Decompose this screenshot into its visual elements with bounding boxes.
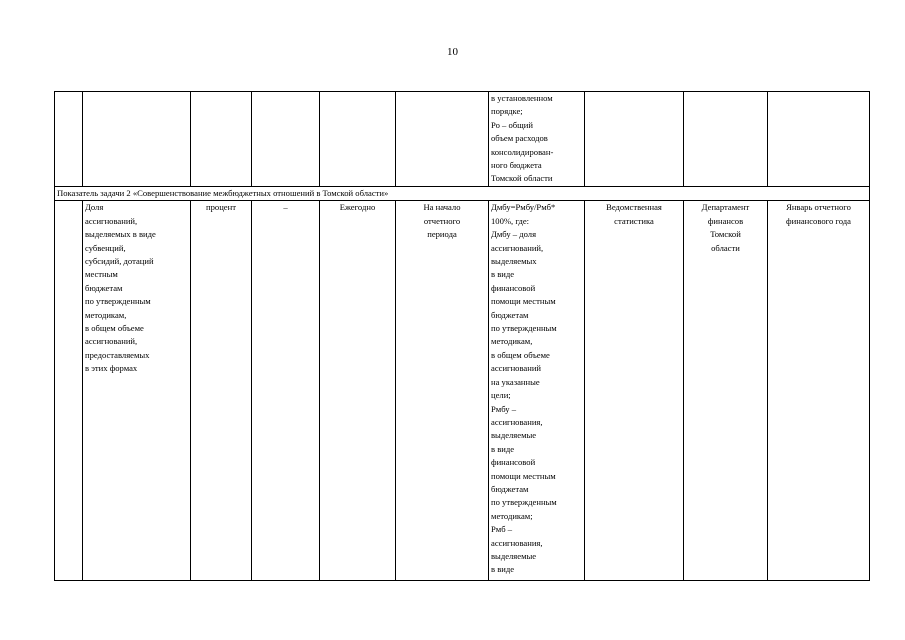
cell-empty [252, 92, 320, 187]
cell-empty [320, 92, 396, 187]
cell-dash: – [252, 201, 320, 581]
table-row-section [55, 187, 870, 201]
cell-empty [768, 92, 870, 187]
cell-indicator-name: Доля ассигнований, выделяемых в виде субвенций, субсидий, дотаций местным бюджетам по утвержденным методикам, в общем объеме ассигнований, предоставляемых в этих формах [83, 201, 191, 581]
cell-formula-continuation: в установленном порядке; Ро – общий объем расходов консолидирован- ного бюджета Томской области [489, 92, 585, 187]
cell-empty [83, 92, 191, 187]
indicators-table [54, 91, 870, 581]
cell-empty [396, 92, 489, 187]
cell-empty [585, 92, 684, 187]
cell-number [55, 92, 83, 187]
cell-source: Ведомственная статистика [585, 201, 684, 581]
page-number: 10 [447, 46, 458, 58]
cell-responsible: Департамент финансов Томской области [684, 201, 768, 581]
cell-deadline: Январь отчетного финансового года [768, 201, 870, 581]
cell-empty [684, 92, 768, 187]
table-row-indicator [55, 201, 870, 581]
cell-period: На начало отчетного периода [396, 201, 489, 581]
cell-frequency: Ежегодно [320, 201, 396, 581]
section-header: Показатель задачи 2 «Совершенствование межбюджетных отношений в Томской области» [55, 187, 870, 201]
cell-empty [191, 92, 252, 187]
cell-formula: Дмбу=Рмбу/Рмб* 100%, где: Дмбу – доля ассигнований, выделяемых в виде финансовой помощи местным бюджетам по утвержденным методикам, в общем объеме ассигнований на указанные цели; Рмбу – ассигнования, выделяемые в виде финансовой помощи местным бюджетам по утвержденным методикам; Рмб – ассигнования, выделяемые в виде [489, 201, 585, 581]
table-row-continuation [55, 92, 870, 187]
cell-number [55, 201, 83, 581]
cell-unit: процент [191, 201, 252, 581]
